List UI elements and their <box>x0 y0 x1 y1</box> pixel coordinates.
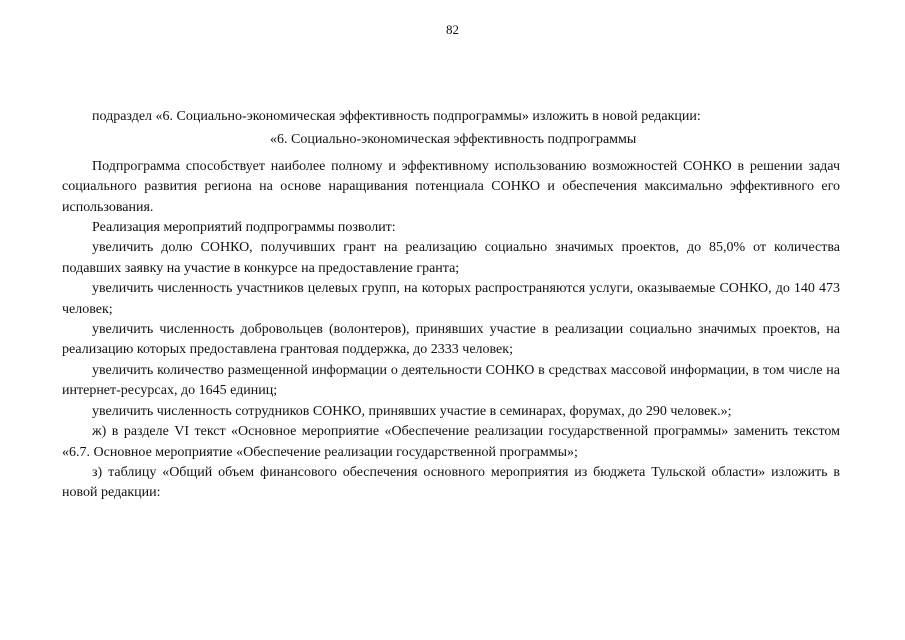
page-number: 82 <box>446 22 459 37</box>
section-heading: «6. Социально-экономическая эффективность подпрограммы <box>270 132 637 148</box>
amendment-paragraph: ж) в разделе VI текст «Основное мероприятие «Обеспечение реализации государственной программы» заменить текстом «6.7. Основное мероприятие «Обеспечение реализации государственной программы»; <box>62 424 840 460</box>
body-paragraph: Подпрограмма способствует наиболее полному и эффективному использованию возможностей СОНКО в решении задач социального развития региона на основе наращивания потенциала СОНКО и обеспечения максимально эффективного его использования. <box>62 158 840 215</box>
list-paragraph: увеличить количество размещенной информации о деятельности СОНКО в средствах массовой информации, в том числе на интернет-ресурсах, до 1645 единиц; <box>62 362 840 399</box>
list-paragraph: увеличить численность добровольцев (волонтеров), принявших участие в реализации социально значимых проектов, на реализацию которых предоставлена грантовая поддержка, до 2333 человек; <box>62 322 840 358</box>
list-paragraph: увеличить долю СОНКО, получивших грант на реализацию социально значимых проектов, до 85,0% от количества подавших заявку на участие в конкурсе на предоставление гранта; <box>62 240 840 276</box>
intro-paragraph: подраздел «6. Социально-экономическая эффективность подпрограммы» изложить в новой редакции: <box>92 109 701 124</box>
body-paragraph: Реализация мероприятий подпрограммы позволит: <box>92 220 396 236</box>
amendment-paragraph: з) таблицу «Общий объем финансового обеспечения основного мероприятия из бюджета Тульской области» изложить в новой редакции: <box>62 464 840 501</box>
list-paragraph: увеличить численность участников целевых групп, на которых распространяются услуги, оказываемые СОНКО, до 140 473 человек; <box>62 281 840 317</box>
list-paragraph: увеличить численность сотрудников СОНКО, принявших участие в семинарах, форумах, до 290 человек.»; <box>92 403 732 419</box>
document-body <box>62 107 840 504</box>
